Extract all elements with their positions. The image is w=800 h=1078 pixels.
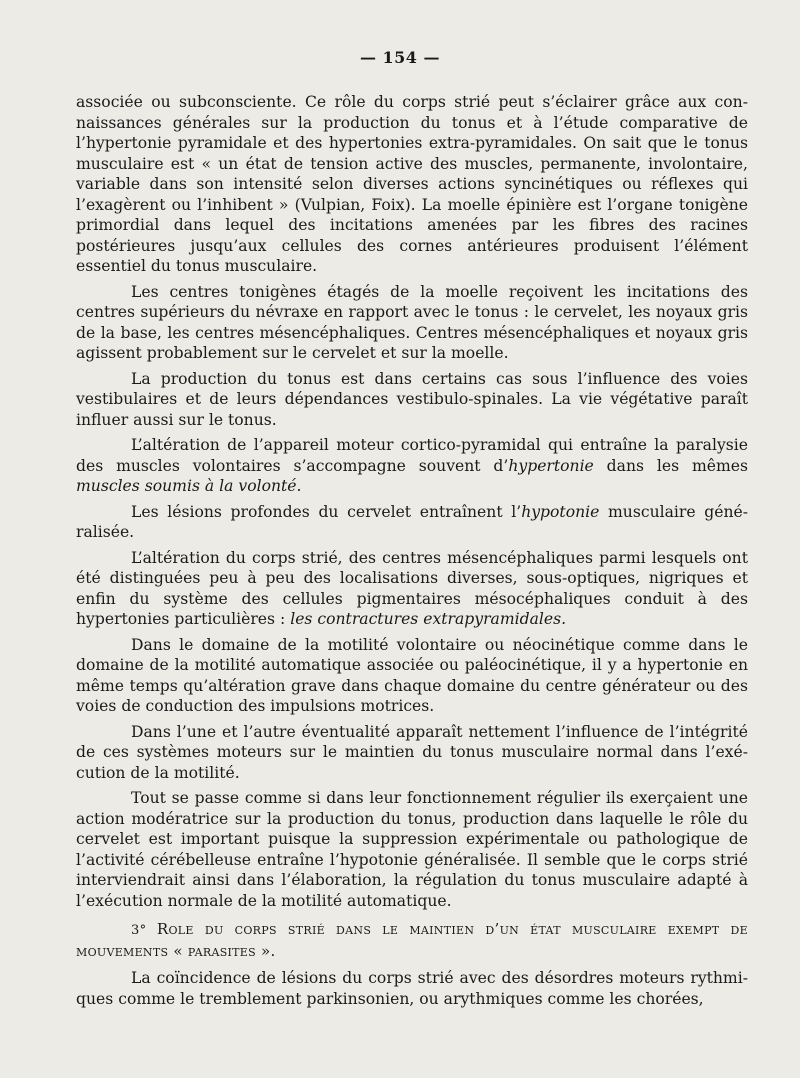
text-segment: Tout se passe comme si dans leur fonctionnement régulier ils exerçaient une action modératrice sur la production du tonus, production dans laquelle le rôle du cervelet est important puisque la suppression expérimentale ou pathologique de l’activité cérébelleuse entraîne l’hypotonie généralisée. Il semble que le corps strié interviendrait ainsi dans l’élaboration, la régulation du tonus musculaire adapté à l’exécution normale de la motilité automatique. [76,789,748,910]
paragraph-last: La coïncidence de lésions du corps strié avec des désordres moteurs rythmiques comme le tremblement parkinsonien, ou arythmiques comme les chorées, [76,969,748,1008]
text-segment: dans les mêmes [593,456,748,475]
text-segment: Dans l’une et l’autre éventualité apparaît nettement l’influence de l’intégrité de ces systèmes moteurs sur le maintien du tonus musculaire normal dans l’exécution de la motilité. [76,722,748,782]
text-segment: Dans le domaine de la motilité volontaire ou néocinétique comme dans le domaine de la motilité automatique associée ou paléocinétique, il y a hypertonie en même temps qu’altération grave dans chaque domaine du centre générateur ou des voies de conduction des impulsions motrices. [76,635,748,715]
paragraph [76,722,748,784]
paragraph [76,788,748,911]
paragraph [76,369,748,431]
text-segment: L’altération du corps strié, des centres mésencéphaliques parmi lesquels ont été distinguées peu à peu des localisations diverses, sous-optiques, nigriques et enfin du système des cellules pigmentaires mésocéphaliques conduit à des hypertonies particulières : [76,548,748,628]
page-number: — 154 — [359,48,441,67]
italic-text: les contractures extrapyramidales. [290,610,567,628]
text-segment: Les centres tonigènes étagés de la moelle reçoivent les incitations des centres supérieurs du névraxe en rapport avec le tonus : le cervelet, les noyaux gris de la base, les centres mésencéphaliques. Centres mésencéphaliques et noyaux gris agissent probablement sur le cervelet et sur la moelle. [76,282,748,362]
paragraph [76,92,748,277]
text-segment: musculaire généralisée. [76,502,748,541]
paragraph [76,635,748,717]
text-segment: associée ou subconsciente. Ce rôle du corps strié peut s’éclairer grâce aux connaissances générales sur la production du tonus et à l’étude comparative de l’hypertonie pyramidale et des hypertonies extra-pyramidales. On sait que le tonus musculaire est « un état de tension active des muscles, permanente, involontaire, variable dans son intensité selon diverses actions syncinétiques ou réflexes qui l’exagèrent ou l’inhibent » (Vulpian, Foix). La moelle épinière est l’organe tonigène primordial dans lequel des incitations amenées par les fibres des racines postérieures jusqu’aux cellules des cornes antérieures produisent l’élément essentiel du tonus musculaire. [76,93,748,275]
section-title: Role du corps strié dans le maintien d’un état musculaire exempt de mouvements « parasites ». [76,920,748,960]
body-text [76,92,748,1009]
italic-text: hypertonie [508,456,594,475]
paragraph [76,502,748,543]
paragraph [76,548,748,630]
text-segment: Les lésions profondes du cervelet entraînent l’ [131,502,522,521]
paragraph [76,282,748,364]
italic-text: hypotonie [521,502,600,521]
italic-text: muscles soumis à la volonté. [76,477,302,495]
paragraph [76,435,748,497]
text-segment: L’altération de l’appareil moteur cortico-pyramidal qui entraîne la paralysie des muscles volontaires s’accompagne souvent d’ [76,436,748,475]
section-number: 3° [131,923,147,938]
section-heading [76,919,748,963]
text-segment: La production du tonus est dans certains cas sous l’influence des voies vestibulaires et de leurs dépendances vestibulo-spinales. La vie végétative paraît influer aussi sur le tonus. [76,369,748,429]
